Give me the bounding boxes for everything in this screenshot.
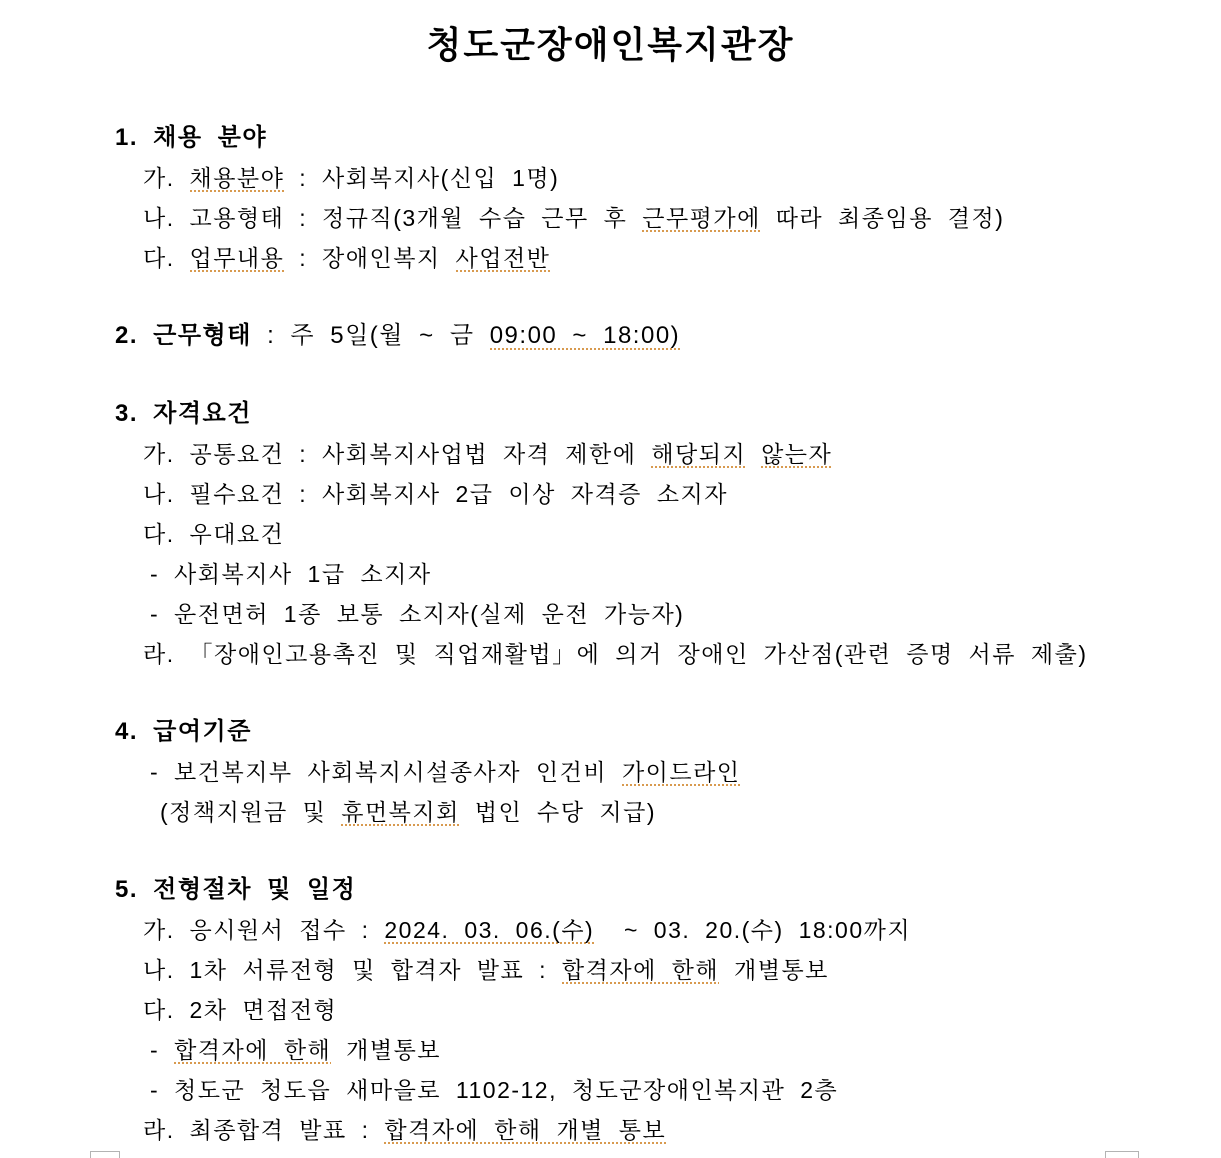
- section-heading: [0, 712, 1221, 752]
- section-selection-process-schedule: [0, 870, 1221, 1150]
- spellcheck-underlined-text: 근무평가에: [642, 205, 761, 231]
- document-line: [0, 594, 1221, 634]
- text-segment: 2. 근무형태: [115, 322, 252, 349]
- document-line: [0, 634, 1221, 674]
- text-segment: 개별통보: [719, 957, 829, 983]
- section-heading: [0, 316, 1221, 356]
- document-line: [0, 752, 1221, 792]
- spellcheck-underlined-text: 휴먼복지회: [341, 799, 460, 825]
- text-segment: 가. 응시원서 접수 :: [143, 917, 385, 943]
- text-segment: - 사회복지사 1급 소지자: [150, 561, 432, 587]
- document-line: [0, 910, 1221, 950]
- document-line: [0, 1030, 1221, 1070]
- document-line: [0, 238, 1221, 278]
- text-segment: 4. 급여기준: [115, 718, 252, 745]
- text-segment: 라. 「장애인고용촉진 및 직업재활법」에 의거 장애인 가산점(관련 증명 서류 제출): [143, 641, 1088, 667]
- spellcheck-underlined-text: 채용분야: [189, 165, 285, 191]
- document-line: [0, 950, 1221, 990]
- text-segment: 가.: [143, 165, 190, 191]
- section-heading: [0, 870, 1221, 910]
- spellcheck-underlined-text: 합격자에 한해: [561, 957, 720, 983]
- document-title: 청도군장애인복지관장: [426, 24, 795, 65]
- text-segment: 가. 공통요건 : 사회복지사업법 자격 제한에: [143, 441, 652, 467]
- document-line: [0, 434, 1221, 474]
- text-segment: 다. 우대요건: [143, 521, 285, 547]
- spellcheck-underlined-text: 2024. 03. 06.(수): [384, 917, 595, 943]
- text-segment: : 주 5일(월 ~ 금: [251, 322, 490, 349]
- text-segment: - 청도군 청도읍 새마을로 1102-12, 청도군장애인복지관 2층: [150, 1077, 839, 1103]
- section-heading: [0, 118, 1221, 158]
- section-qualifications: [0, 394, 1221, 674]
- document-line: [0, 474, 1221, 514]
- section-heading: [0, 394, 1221, 434]
- document-line: [0, 198, 1221, 238]
- text-segment: 개별통보: [331, 1037, 442, 1063]
- text-segment: 다.: [143, 245, 190, 271]
- text-segment: - 운전면허 1종 보통 소지자(실제 운전 가능자): [150, 601, 685, 627]
- text-segment: 나. 1차 서류전형 및 합격자 발표 :: [143, 957, 562, 983]
- spellcheck-underlined-text: 합격자에 한해: [174, 1037, 332, 1063]
- document-line: [0, 554, 1221, 594]
- spellcheck-underlined-text: 않는자: [761, 441, 833, 467]
- spellcheck-underlined-text: 09:00 ~ 18:00): [489, 322, 681, 349]
- text-segment: 따라 최종임용 결정): [760, 205, 1005, 231]
- table-cell-edge-left: [90, 1151, 120, 1158]
- text-segment: - 보건복지부 사회복지시설종사자 인건비: [150, 759, 622, 785]
- spellcheck-underlined-text: 사업전반: [455, 245, 551, 271]
- document-body: [0, 68, 1221, 1150]
- document-line: [0, 990, 1221, 1030]
- spellcheck-underlined-text: 합격자에 한해 개별 통보: [384, 1117, 667, 1143]
- document-line: [0, 1110, 1221, 1150]
- text-segment: 라. 최종합격 발표 :: [143, 1117, 385, 1143]
- spellcheck-underlined-text: 해당되지: [651, 441, 747, 467]
- text-segment: 1. 채용 분야: [115, 124, 268, 151]
- text-segment: 나. 필수요건 : 사회복지사 2급 이상 자격증 소지자: [143, 481, 728, 507]
- document-line: [0, 514, 1221, 554]
- text-segment: 법인 수당 지급): [459, 799, 656, 825]
- section-salary-standard: [0, 712, 1221, 832]
- spellcheck-underlined-text: 가이드라인: [621, 759, 741, 785]
- text-segment: : 장애인복지: [284, 245, 456, 271]
- text-segment: : 사회복지사(신입 1명): [284, 165, 560, 191]
- document-line: [0, 158, 1221, 198]
- spellcheck-underlined-text: 업무내용: [189, 245, 285, 271]
- text-segment: (정책지원금 및: [160, 799, 342, 825]
- document-line: [0, 1070, 1221, 1110]
- text-segment: 3. 자격요건: [115, 400, 252, 427]
- text-segment: 5. 전형절차 및 일정: [115, 876, 357, 903]
- section-work-type: [0, 316, 1221, 356]
- section-recruitment-field: [0, 118, 1221, 278]
- text-segment: -: [150, 1037, 175, 1063]
- text-segment: 나. 고용형태 : 정규직(3개월 수습 근무 후: [143, 205, 643, 231]
- text-segment: [746, 441, 761, 467]
- text-segment: 다. 2차 면접전형: [143, 997, 338, 1023]
- text-segment: ~ 03. 20.(수) 18:00까지: [594, 917, 912, 943]
- document-line: [0, 792, 1221, 832]
- table-cell-edge-right: [1105, 1151, 1139, 1158]
